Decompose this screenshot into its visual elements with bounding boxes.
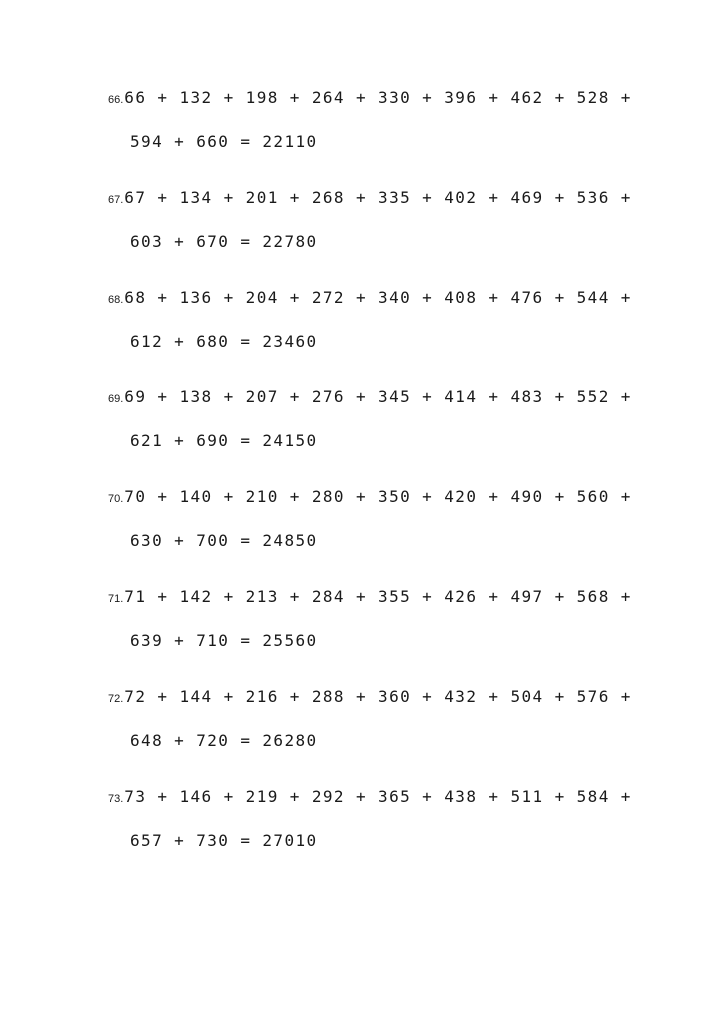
problem-line-1 [108,685,632,711]
problem-line-1 [108,186,632,212]
problem-expression-part-1: 71 + 142 + 213 + 284 + 355 + 426 + 497 + 568 + [124,586,632,606]
problem-expression-part-1: 66 + 132 + 198 + 264 + 330 + 396 + 462 + 528 + [124,88,632,107]
problem-item [108,785,632,885]
problem-item [108,186,632,286]
problem-expression-part-2: 630 + 700 = 24850 [130,531,318,551]
problem-expression-part-1: 70 + 140 + 210 + 280 + 350 + 420 + 490 + 560 + [124,487,632,507]
problem-number: 72. [108,692,124,705]
problem-line-1 [108,385,632,411]
problem-line-1 [108,286,632,312]
problem-item [108,385,632,485]
problem-number: 73. [108,792,124,805]
problem-expression-part-2: 657 + 730 = 27010 [130,830,318,850]
problem-line-1 [108,585,632,611]
problem-list [108,86,632,884]
problem-number: 68. [108,293,124,306]
problem-item [108,685,632,785]
problem-item [108,286,632,386]
problem-item [108,485,632,585]
problem-item [108,585,632,685]
problem-number: 70. [108,493,124,506]
problem-expression-part-2: 603 + 670 = 22780 [130,231,318,251]
problem-number: 67. [108,193,124,206]
problem-expression-part-1: 72 + 144 + 216 + 288 + 360 + 432 + 504 + 576 + [124,686,632,706]
problem-expression-part-1: 73 + 146 + 219 + 292 + 365 + 438 + 511 + 584 + [124,786,632,806]
problem-number: 69. [108,393,124,406]
problem-expression-part-1: 68 + 136 + 204 + 272 + 340 + 408 + 476 + 544 + [124,287,632,307]
problem-expression-part-1: 69 + 138 + 207 + 276 + 345 + 414 + 483 + 552 + [124,387,632,407]
problem-line-1 [108,485,632,511]
problem-line-1 [108,785,632,811]
problem-number: 71. [108,592,124,605]
problem-expression-part-2: 648 + 720 = 26280 [130,730,318,750]
problem-expression-part-1: 67 + 134 + 201 + 268 + 335 + 402 + 469 + 536 + [124,187,632,207]
problem-expression-part-2: 639 + 710 = 25560 [130,630,318,650]
problem-expression-part-2: 594 + 660 = 22110 [130,132,318,151]
problem-line-1 [108,86,632,112]
problem-expression-part-2: 612 + 680 = 23460 [130,331,318,351]
problem-item [108,86,632,186]
problem-number: 66. [108,94,124,106]
problem-expression-part-2: 621 + 690 = 24150 [130,431,318,451]
